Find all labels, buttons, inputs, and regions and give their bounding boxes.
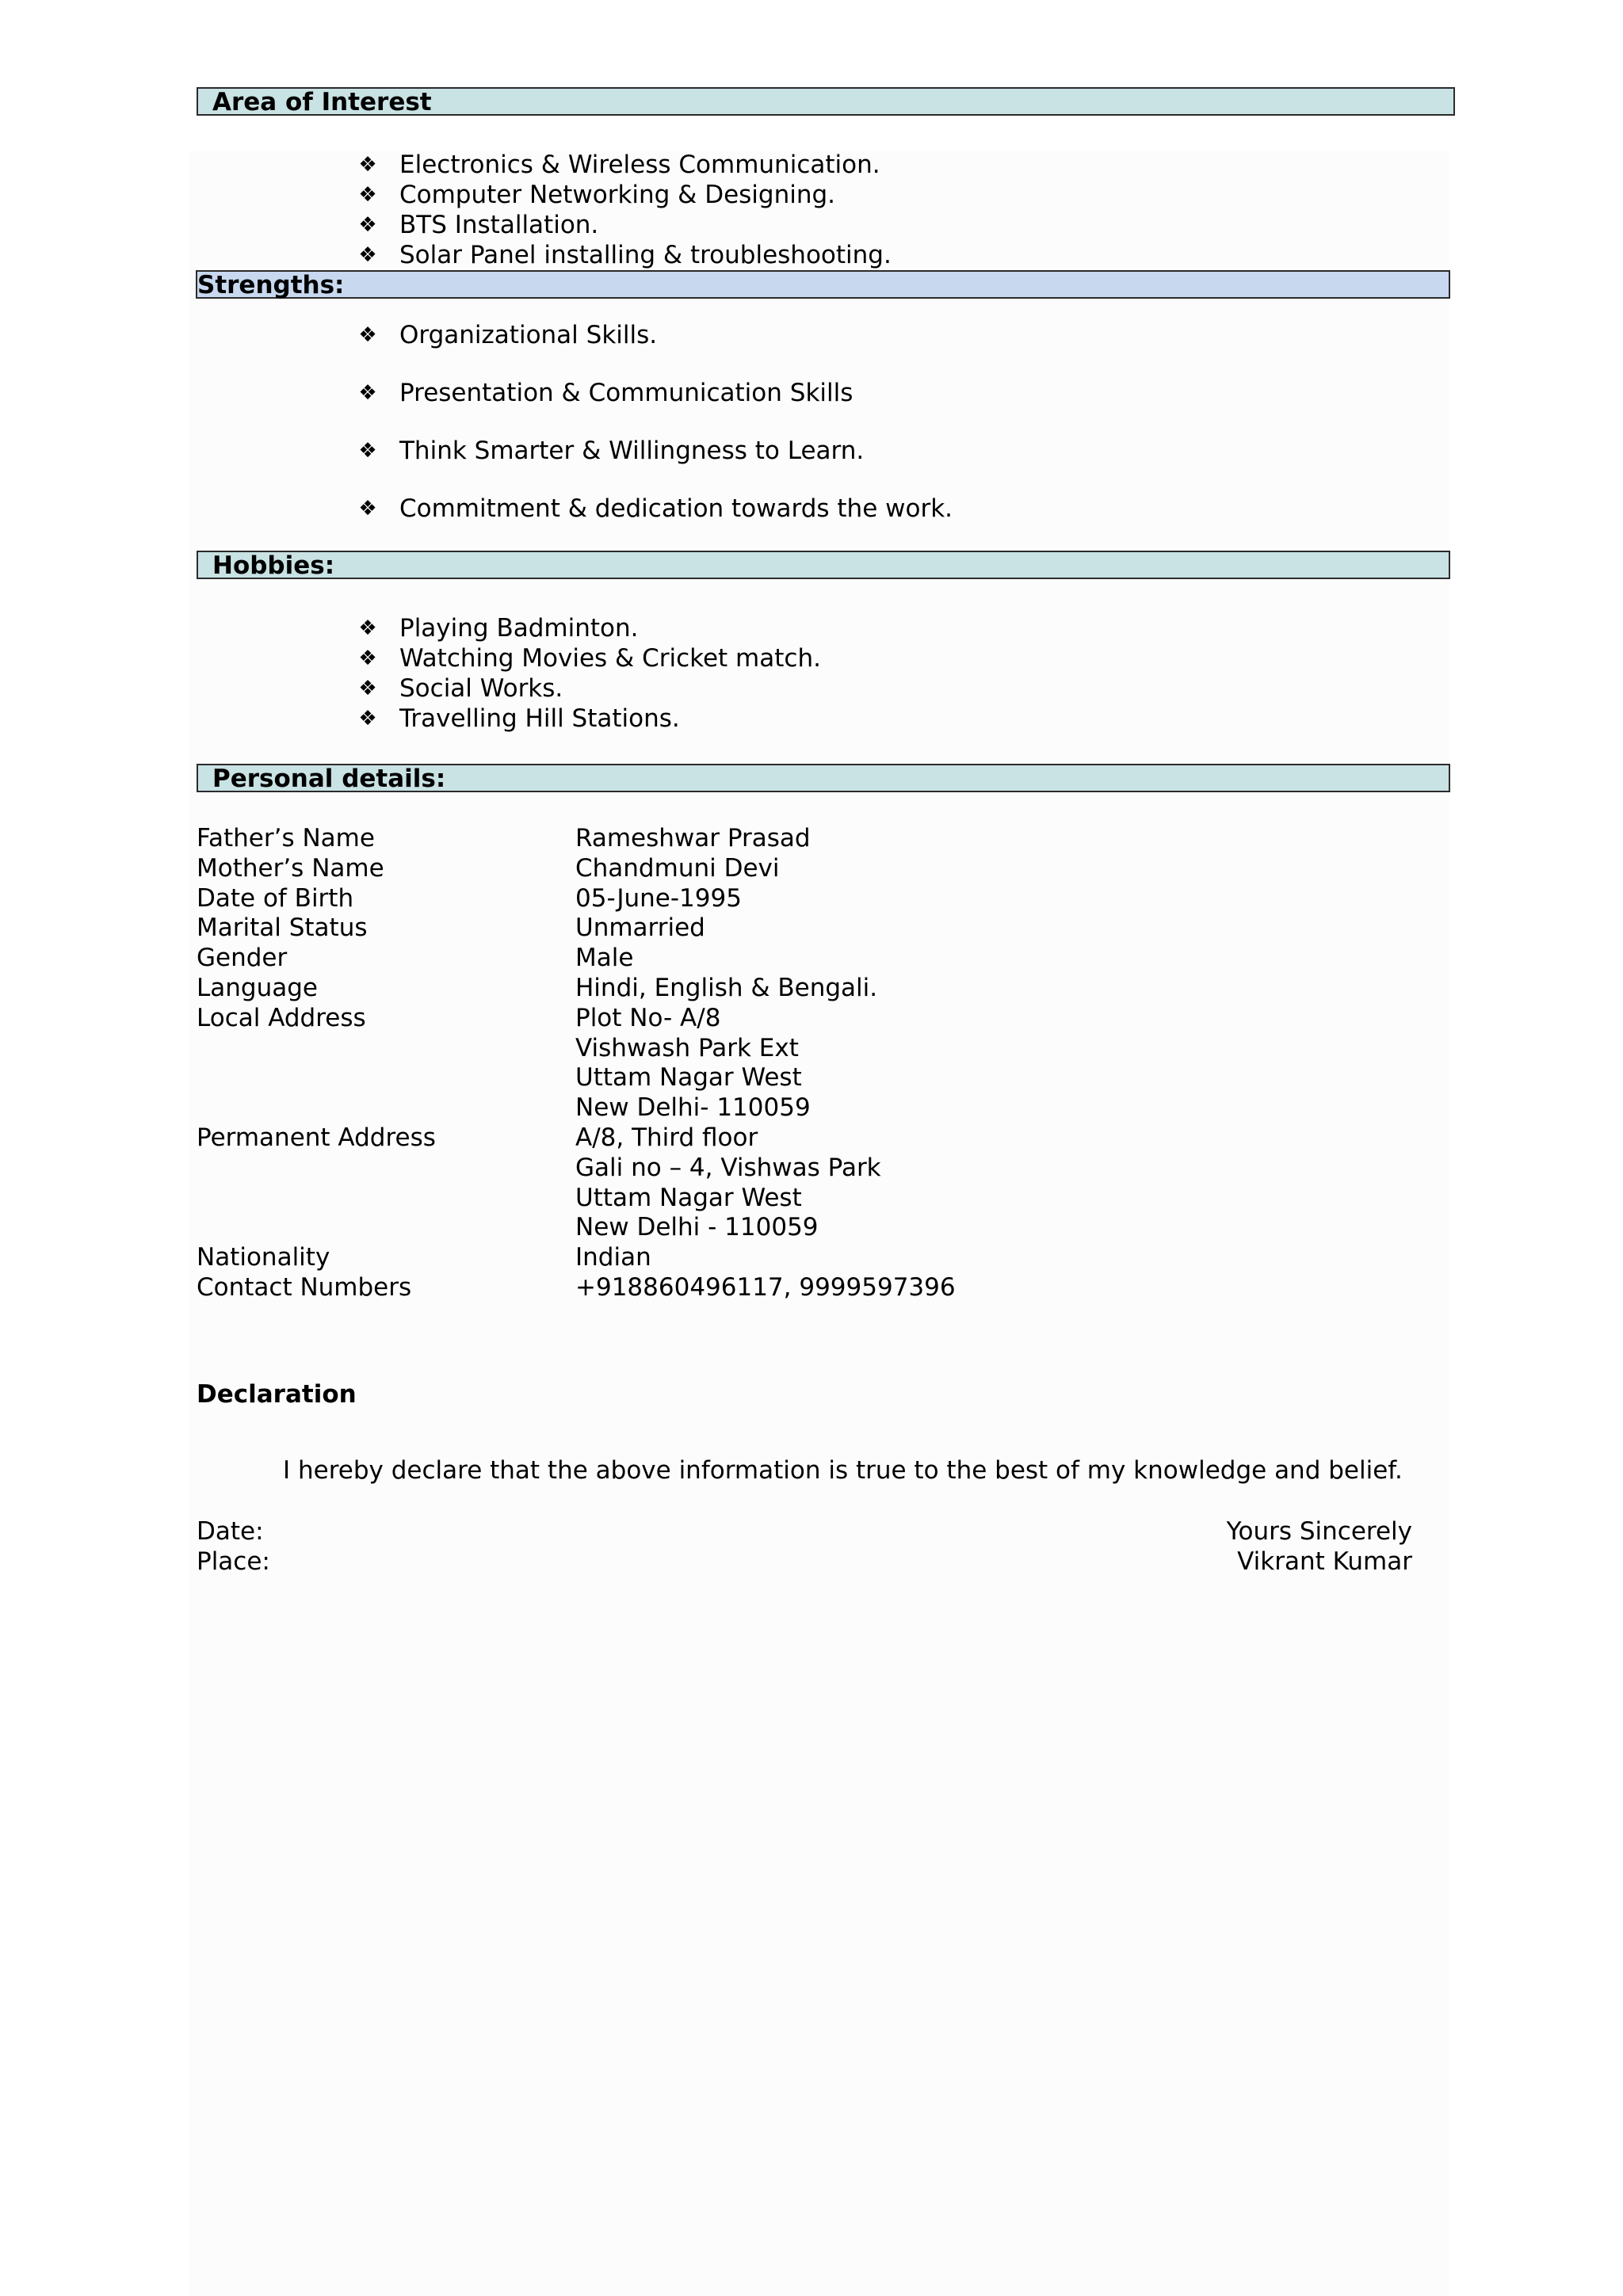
table-row xyxy=(197,913,956,944)
field-value: Gali no – 4, Vishwas Park xyxy=(575,1153,881,1182)
table-row xyxy=(197,884,956,914)
section-title: Area of Interest xyxy=(212,88,432,116)
field-label xyxy=(197,1063,575,1093)
field-value: A/8, Third floor xyxy=(575,1123,758,1152)
bullet-icon: ❖ xyxy=(358,646,377,670)
table-row xyxy=(197,1154,956,1184)
declaration-title: Declaration xyxy=(197,1380,357,1409)
field-value: New Delhi - 110059 xyxy=(575,1213,819,1242)
field-label: Language xyxy=(197,973,318,1002)
bullet-icon: ❖ xyxy=(358,243,377,267)
date-place-block xyxy=(197,1516,270,1577)
date-label: Date: xyxy=(197,1517,264,1546)
table-row xyxy=(197,824,956,854)
field-label: Date of Birth xyxy=(197,883,354,913)
field-label: Mother’s Name xyxy=(197,853,384,883)
field-value: 05-June-1995 xyxy=(575,883,742,913)
table-row xyxy=(197,1093,956,1123)
bullet-icon: ❖ xyxy=(358,213,377,237)
declaration-text: I hereby declare that the above information is true to the best of my knowledge and belief. xyxy=(283,1456,1403,1485)
place-label: Place: xyxy=(197,1547,270,1576)
table-row xyxy=(197,1273,956,1303)
bullet-icon: ❖ xyxy=(358,439,377,463)
field-value: Plot No- A/8 xyxy=(575,1003,721,1032)
list-item: ❖ Travelling Hill Stations. xyxy=(352,704,821,734)
field-label: Nationality xyxy=(197,1243,330,1272)
field-label: Local Address xyxy=(197,1003,366,1032)
list-item: ❖ BTS Installation. xyxy=(352,210,892,240)
bullet-icon: ❖ xyxy=(358,183,377,207)
field-label xyxy=(197,1154,575,1184)
field-label: Permanent Address xyxy=(197,1123,436,1152)
bullet-icon: ❖ xyxy=(358,323,377,347)
list-item: ❖ Think Smarter & Willingness to Learn. xyxy=(352,436,953,466)
section-title: Strengths: xyxy=(197,271,345,299)
list-item: ❖ Presentation & Communication Skills xyxy=(352,378,953,408)
strengths-list xyxy=(352,320,953,551)
field-value: Hindi, English & Bengali. xyxy=(575,973,878,1002)
list-item: ❖ Social Works. xyxy=(352,673,821,704)
field-value: Indian xyxy=(575,1243,651,1272)
list-item: ❖ Computer Networking & Designing. xyxy=(352,180,892,210)
field-value: New Delhi- 110059 xyxy=(575,1093,811,1123)
bullet-icon: ❖ xyxy=(358,153,377,177)
field-value: Chandmuni Devi xyxy=(575,853,780,883)
field-label: Gender xyxy=(197,944,288,973)
section-header-strengths xyxy=(196,270,1450,299)
table-row xyxy=(197,1123,956,1154)
table-row xyxy=(197,1213,956,1243)
hobbies-list xyxy=(352,613,821,734)
field-value: +918860496117, 9999597396 xyxy=(575,1272,956,1302)
table-row xyxy=(197,854,956,884)
bullet-icon: ❖ xyxy=(358,616,377,640)
field-label xyxy=(197,1184,575,1214)
field-value: Vishwash Park Ext xyxy=(575,1033,799,1062)
table-row xyxy=(197,1034,956,1064)
field-value: Unmarried xyxy=(575,913,705,943)
list-item: ❖ Solar Panel installing & troubleshooting. xyxy=(352,240,892,270)
table-row xyxy=(197,944,956,974)
field-value: Uttam Nagar West xyxy=(575,1063,802,1093)
section-header-hobbies xyxy=(197,551,1450,579)
bullet-icon: ❖ xyxy=(358,707,377,730)
bullet-icon: ❖ xyxy=(358,677,377,700)
bullet-icon: ❖ xyxy=(358,381,377,405)
section-title: Personal details: xyxy=(212,765,446,793)
list-item: ❖ Electronics & Wireless Communication. xyxy=(352,150,892,180)
section-title: Hobbies: xyxy=(212,551,335,580)
list-item: ❖ Commitment & dedication towards the work. xyxy=(352,494,953,524)
table-row xyxy=(197,1004,956,1034)
list-item: ❖ Playing Badminton. xyxy=(352,613,821,643)
field-label xyxy=(197,1093,575,1123)
field-label: Contact Numbers xyxy=(197,1272,412,1302)
field-value: Male xyxy=(575,944,634,973)
field-label: Father’s Name xyxy=(197,824,375,852)
table-row xyxy=(197,1243,956,1273)
signatory-name: Vikrant Kumar xyxy=(1237,1547,1412,1576)
field-label xyxy=(197,1034,575,1064)
field-label: Marital Status xyxy=(197,913,368,943)
bullet-icon: ❖ xyxy=(358,497,377,521)
section-header-area-of-interest xyxy=(197,87,1455,116)
table-row xyxy=(197,1063,956,1093)
area-of-interest-list xyxy=(352,150,892,270)
signature-block xyxy=(1173,1516,1412,1577)
table-row xyxy=(197,974,956,1004)
list-item: ❖ Organizational Skills. xyxy=(352,320,953,350)
field-value: Rameshwar Prasad xyxy=(575,824,811,852)
section-header-personal-details xyxy=(197,764,1450,792)
list-item: ❖ Watching Movies & Cricket match. xyxy=(352,643,821,673)
table-row xyxy=(197,1184,956,1214)
field-label xyxy=(197,1213,575,1243)
personal-details-table xyxy=(197,824,956,1303)
closing-text: Yours Sincerely xyxy=(1226,1517,1412,1546)
field-value: Uttam Nagar West xyxy=(575,1183,802,1212)
